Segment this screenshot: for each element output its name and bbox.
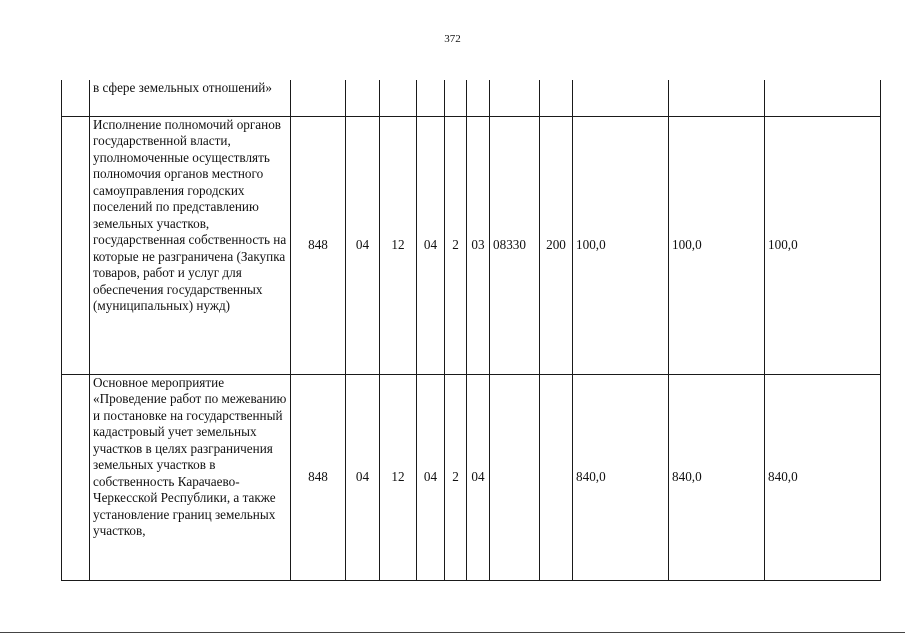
table-row xyxy=(62,116,881,374)
program-cell: 04 xyxy=(417,374,445,580)
subsection-cell xyxy=(380,80,417,116)
gr-code-cell: 848 xyxy=(291,116,346,374)
amount-year3-cell: 100,0 xyxy=(765,116,881,374)
amount-year3-cell: 840,0 xyxy=(765,374,881,580)
page-bottom-rule xyxy=(0,632,905,633)
subsection-cell: 12 xyxy=(380,374,417,580)
number-cell xyxy=(62,374,90,580)
section-cell: 04 xyxy=(346,116,380,374)
subprogram-cell: 2 xyxy=(445,116,467,374)
measure-cell: 04 xyxy=(467,374,490,580)
direction-cell xyxy=(490,374,540,580)
table-row xyxy=(62,374,881,580)
description-cell: Основное мероприятие «Проведение работ по межеванию и постановке на государственный кадастровый учет земельных участков в целях разграничения земельных участков в собственность Карачаево-Черкесской Республики, а также установление границ земельных участков, xyxy=(90,374,291,580)
expense-type-cell xyxy=(540,80,573,116)
direction-cell xyxy=(490,80,540,116)
section-cell xyxy=(346,80,380,116)
expense-type-cell: 200 xyxy=(540,116,573,374)
subprogram-cell xyxy=(445,80,467,116)
section-cell: 04 xyxy=(346,374,380,580)
amount-year2-cell: 100,0 xyxy=(669,116,765,374)
amount-year3-cell xyxy=(765,80,881,116)
description-cell: Исполнение полномочий органов государственной власти, уполномоченные осуществлять полномочия органов местного самоуправления городских поселений по представлению земельных участков, государственная собственность на которые не разграничена (Закупка товаров, работ и услуг для обеспечения государственных (муниципальных) нужд) xyxy=(90,116,291,374)
budget-table xyxy=(61,80,881,581)
program-cell xyxy=(417,80,445,116)
amount-year1-cell: 840,0 xyxy=(573,374,669,580)
number-cell xyxy=(62,80,90,116)
amount-year2-cell xyxy=(669,80,765,116)
table-row xyxy=(62,80,881,116)
expense-type-cell xyxy=(540,374,573,580)
measure-cell: 03 xyxy=(467,116,490,374)
amount-year2-cell: 840,0 xyxy=(669,374,765,580)
measure-cell xyxy=(467,80,490,116)
amount-year1-cell xyxy=(573,80,669,116)
subprogram-cell: 2 xyxy=(445,374,467,580)
gr-code-cell xyxy=(291,80,346,116)
amount-year1-cell: 100,0 xyxy=(573,116,669,374)
subsection-cell: 12 xyxy=(380,116,417,374)
gr-code-cell: 848 xyxy=(291,374,346,580)
description-cell: в сфере земельных отношений» xyxy=(90,80,291,116)
program-cell: 04 xyxy=(417,116,445,374)
number-cell xyxy=(62,116,90,374)
page-number: 372 xyxy=(444,33,461,45)
direction-cell: 08330 xyxy=(490,116,540,374)
